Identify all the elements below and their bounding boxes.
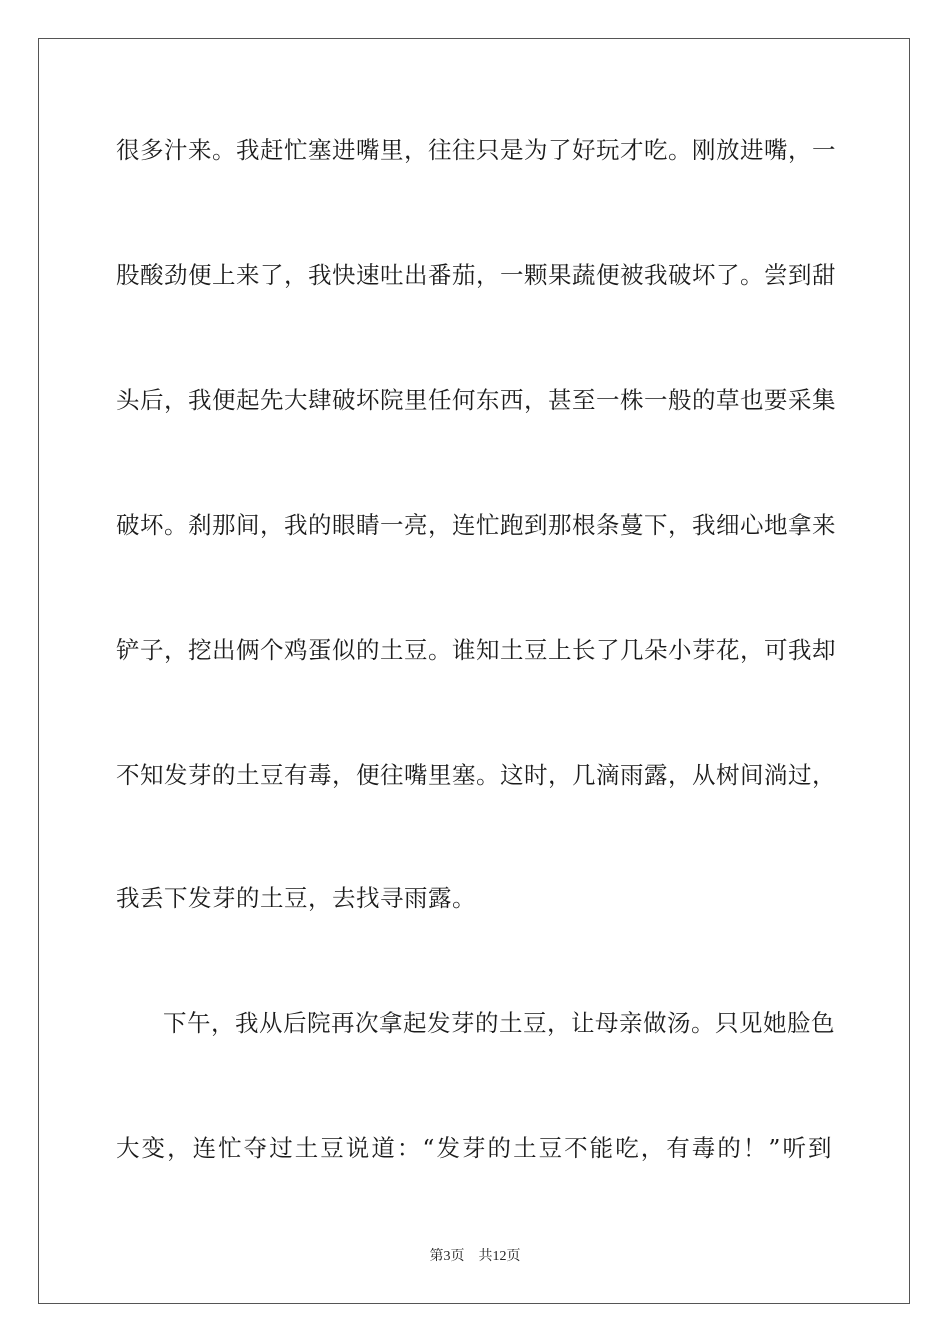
text-line: 股酸劲便上来了，我快速吐出番茄，一颗果蔬便被我破坏了。尝到甜 — [116, 261, 836, 289]
paragraph-end-line: 我丢下发芽的土豆，去找寻雨露。 — [116, 884, 476, 912]
text-line: 破坏。刹那间，我的眼睛一亮，连忙跑到那根条蔓下，我细心地拿来 — [116, 511, 836, 539]
paragraph-first-line: 下午，我从后院再次拿起发芽的土豆，让母亲做汤。只见她脸色 — [163, 1009, 835, 1037]
text-line: 头后，我便起先大肆破坏院里任何东西，甚至一株一般的草也要采集 — [116, 386, 836, 414]
page-total: 12 — [492, 1249, 507, 1264]
text-line: 大变，连忙夺过土豆说道：“发芽的土豆不能吃，有毒的！”听到 — [116, 1134, 832, 1162]
page-border — [38, 38, 910, 1304]
text-line: 铲子，挖出俩个鸡蛋似的土豆。谁知土豆上长了几朵小芽花，可我却 — [116, 636, 836, 664]
page-footer — [0, 1246, 950, 1267]
total-suffix: 页 — [506, 1248, 521, 1264]
text-line: 很多汁来。我赶忙塞进嘴里，往往只是为了好玩才吃。刚放进嘴，一 — [116, 136, 836, 164]
page-current: 3 — [443, 1249, 451, 1264]
text-line: 不知发芽的土豆有毒，便往嘴里塞。这时，几滴雨露，从树间淌过， — [116, 761, 836, 789]
page-prefix: 第 — [429, 1248, 444, 1264]
total-prefix: 共 — [478, 1248, 493, 1264]
page-suffix: 页 — [450, 1248, 465, 1264]
